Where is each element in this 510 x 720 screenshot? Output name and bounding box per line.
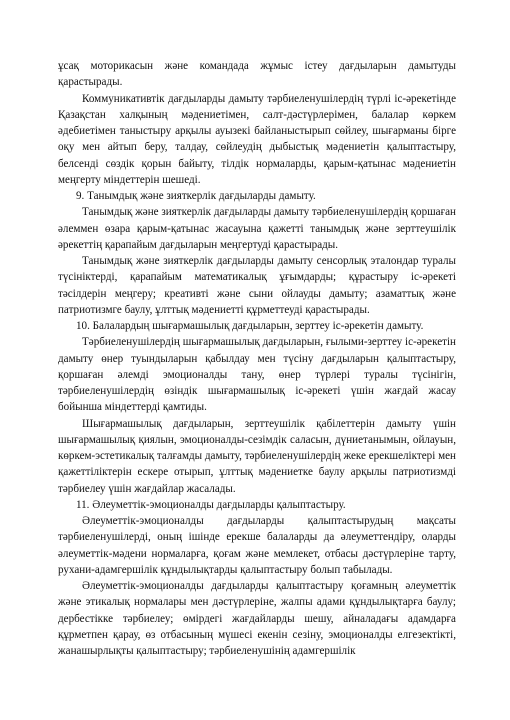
paragraph-communication-skills: Коммуникативтік дағдыларды дамыту тәрбиеленушілердің түрлі іс-әрекетінде Қазақстан халқының мәдениетімен, салт-дәстүрлерімен, балалар көркем әдебиетімен таныстыру арқылы ауызекі байланыстырып сөйлеу, шығарманы бірге оқу мен айтып беру, талдау, сөйлеудің дыбыстық мәдениетін қалыптастыру, белсенді сөздік қорын байыту, тілдік нормаларды, қарым-қатынас мәдениетін меңгерту міндеттерін шешеді. bbox=[58, 92, 456, 186]
paragraph-creative-1: Тәрбиеленушілердің шығармашылық дағдыларын, ғылыми-зерттеу іс-әрекетін дамыту өнер туындыларын қабылдау мен түсіну дағдыларын қалыптастыру, қоршаған әлемді эмоционалды тану, өнер түрлері туралы түсінігін, тәрбиеленушілердің өзіндік шығармашылық іс-әрекеті үшін жағдай жасау бойынша міндеттерді қамтиды. bbox=[58, 336, 456, 414]
paragraph-social-2: Әлеуметтік-эмоционалды дағдыларды қалыптастыру қоғамның әлеуметтік және этикалық нормалары мен дәстүрлеріне, жалпы адами құндылықтарға баулу; дербестікке тәрбиелеу; өмірдегі жағдайларды шешу, айналадағы адамдарға құрметпен қарау, өз отбасының мүшесі екенін сезіну, эмоционалды елгезектікті, жанашырлықты қалыптастыру; тәрбиеленушінің адамгершілік bbox=[58, 580, 456, 657]
paragraph-cognitive-2: Танымдық және зияткерлік дағдыларды дамыту сенсорлық эталондар туралы түсініктерді, қарапайым математикалық ұғымдарды; құрастыру іс-әрекеті тәсілдерін меңгеру; креативті және сыни ойлауды дамыту; азаматтық және патриотизмге баулу, ұлттық мәдениетті құрметтеуді қарастырады. bbox=[58, 255, 456, 316]
paragraph-continuation: ұсақ моторикасын және командада жұмыс істеу дағдыларын дамытуды қарастырады. bbox=[58, 60, 456, 89]
section-heading-10: 10. Балалардың шығармашылық дағдыларын, зерттеу іс-әрекетін дамыту. bbox=[76, 320, 424, 332]
section-heading-11: 11. Әлеуметтік-эмоционалды дағдыларды қалыптастыру. bbox=[76, 498, 346, 511]
section-heading-9: 9. Танымдық және зияткерлік дағдыларды дамыту. bbox=[76, 190, 316, 202]
paragraph-cognitive-1: Танымдық және зияткерлік дағдыларды дамыту тәрбиеленушілердің қоршаған әлеммен өзара қарым-қатынас жасауына қажетті танымдық және зерттеушілік әрекеттің қарапайым дағдыларын меңгертуді қарастырады. bbox=[58, 206, 456, 251]
paragraph-creative-2: Шығармашылық дағдыларын, зерттеушілік қабілеттерін дамыту үшін шығармашылық қиялын, эмоционалды-сезімдік саласын, дүниетанымын, ойлауын, көркем-эстетикалық талғамды дамыту, тәрбиеленушілердің жеке ерекшеліктері мен қажеттіліктерін ескере отырып, ұлттық мәдениетке баулу арқылы патриотизмді тәрбиелеу үшін жағдайлар жасалады. bbox=[58, 417, 456, 495]
paragraph-social-1: Әлеуметтік-эмоционалды дағдыларды қалыптастырудың мақсаты тәрбиеленушілерді, оның ішінде ерекше балаларды да әлеуметтендіру, оларды әлеуметтік-мәдени нормаларға, қоғам және мемлекет, отбасы дәстүрлеріне тарту, рухани-адамгершілік құндылықтарды қалыптастыру болып табылады. bbox=[58, 515, 456, 576]
